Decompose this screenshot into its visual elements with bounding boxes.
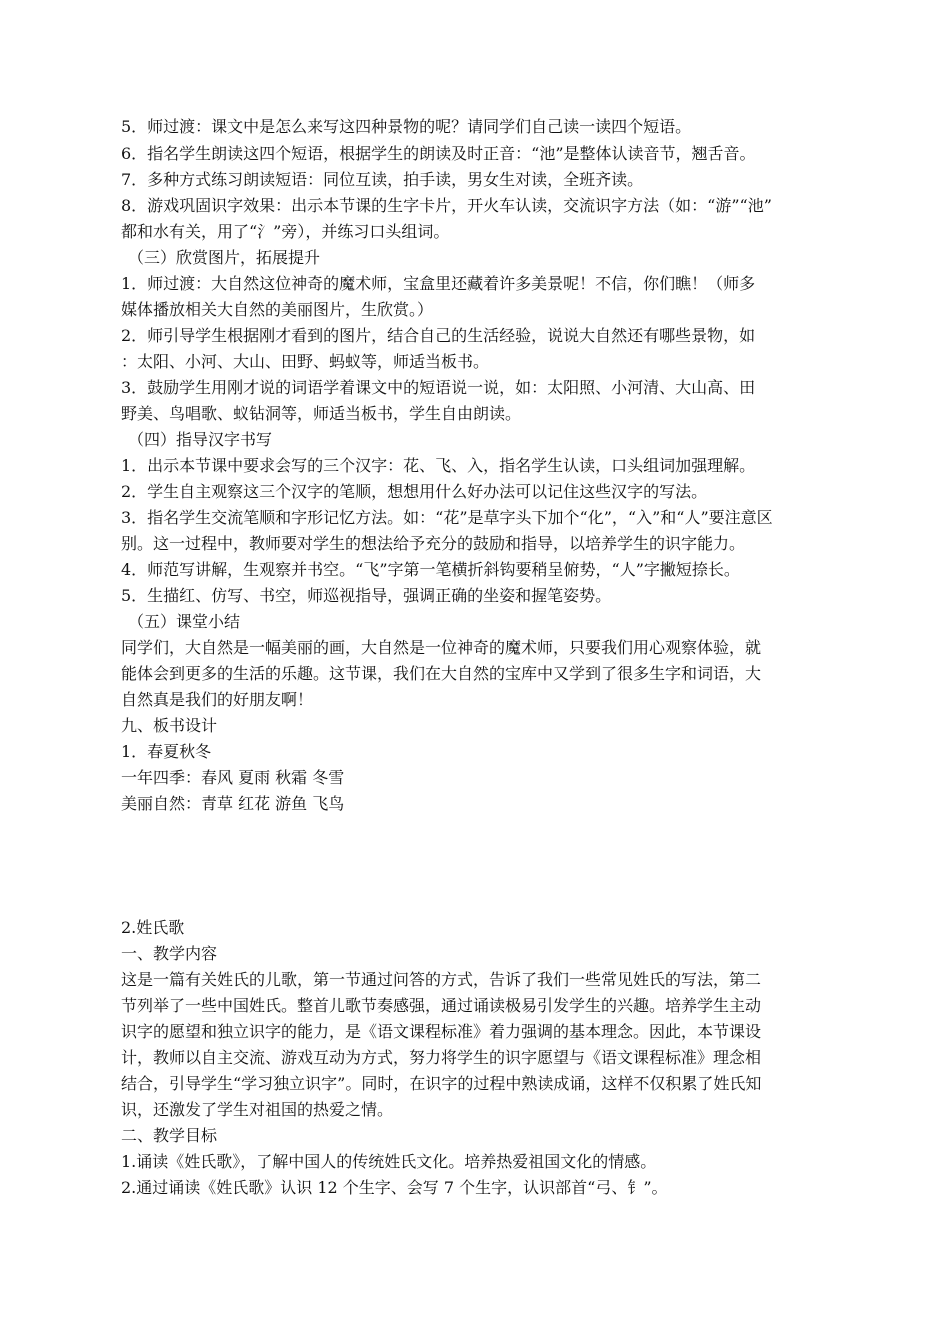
section-heading: 九、板书设计 [121, 716, 218, 735]
text-line: 3．鼓励学生用刚才说的词语学着课文中的短语说一说，如：太阳照、小河清、大山高、田 [121, 378, 756, 397]
text-line: 识字的愿望和独立识字的能力，是《语文课程标准》着力强调的基本理念。因此，本节课设 [121, 1022, 762, 1041]
text-line: 1．春夏秋冬 [121, 742, 212, 761]
text-line: 都和水有关，用了“氵”旁），并练习口头组词。 [121, 222, 450, 241]
text-line: 1.诵读《姓氏歌》，了解中国人的传统姓氏文化。培养热爱祖国文化的情感。 [121, 1152, 657, 1171]
text-line: 同学们，大自然是一幅美丽的画，大自然是一位神奇的魔术师，只要我们用心观察体验，就 [121, 638, 762, 657]
section-heading: （四）指导汉字书写 [128, 430, 273, 449]
text-line: 别。这一过程中，教师要对学生的想法给予充分的鼓励和指导，以培养学生的识字能力。 [121, 534, 746, 553]
text-line: 一年四季：春风 夏雨 秋霜 冬雪 [121, 768, 345, 787]
section-heading: （五）课堂小结 [128, 612, 241, 631]
text-line: 5．生描红、仿写、书空，师巡视指导，强调正确的坐姿和握笔姿势。 [121, 586, 612, 605]
text-line: 2.通过诵读《姓氏歌》认识 12 个生字、会写 7 个生字，认识部首“弓、钅”。 [121, 1178, 668, 1197]
text-line: 2．学生自主观察这三个汉字的笔顺，想想用什么好办法可以记住这些汉字的写法。 [121, 482, 708, 501]
text-line: 5．师过渡：课文中是怎么来写这四种景物的呢？请同学们自己读一读四个短语。 [121, 117, 692, 136]
text-line: 结合，引导学生“学习独立识字”。同时，在识字的过程中熟读成诵，这样不仅积累了姓氏知 [121, 1074, 762, 1093]
text-line: 4．师范写讲解，生观察并书空。“飞”字第一笔横折斜钩要稍呈俯势，“人”字撇短捺长。 [121, 560, 740, 579]
text-line: 识，还激发了学生对祖国的热爱之情。 [121, 1100, 394, 1119]
text-line: 1．师过渡：大自然这位神奇的魔术师，宝盒里还藏着许多美景呢！不信，你们瞧！（师多 [121, 274, 756, 293]
text-line: ：太阳、小河、大山、田野、蚂蚁等，师适当板书。 [121, 352, 490, 371]
text-line: 8．游戏巩固识字效果：出示本节课的生字卡片，开火车认读，交流识字方法（如：“游”“池” [121, 196, 772, 215]
text-line: 1．出示本节课中要求会写的三个汉字：花、飞、入，指名学生认读，口头组词加强理解。 [121, 456, 756, 475]
text-line: 3．指名学生交流笔顺和字形记忆方法。如：“花”是草字头下加个“化”，“入”和“人”要注意区 [121, 508, 773, 527]
text-line: 这是一篇有关姓氏的儿歌，第一节通过问答的方式，告诉了我们一些常见姓氏的写法，第二 [121, 970, 762, 989]
text-line: 计，教师以自主交流、游戏互动为方式，努力将学生的识字愿望与《语文课程标准》理念相 [121, 1048, 762, 1067]
text-line: 7．多种方式练习朗读短语：同位互读，拍手读，男女生对读，全班齐读。 [121, 170, 644, 189]
lesson-title: 2.姓氏歌 [121, 918, 185, 937]
text-line: 2．师引导学生根据刚才看到的图片，结合自己的生活经验，说说大自然还有哪些景物，如 [121, 326, 756, 345]
section-heading: 一、教学内容 [121, 944, 218, 963]
text-line: 节列举了一些中国姓氏。整首儿歌节奏感强，通过诵读极易引发学生的兴趣。培养学生主动 [121, 996, 762, 1015]
text-line: 美丽自然：青草 红花 游鱼 飞鸟 [121, 794, 345, 813]
text-line: 自然真是我们的好朋友啊！ [121, 690, 314, 709]
section-heading: （三）欣赏图片，拓展提升 [128, 248, 321, 267]
text-line: 6．指名学生朗读这四个短语，根据学生的朗读及时正音：“池”是整体认读音节，翘舌音。 [121, 144, 756, 163]
text-line: 野美、鸟唱歌、蚁钻洞等，师适当板书，学生自由朗读。 [121, 404, 522, 423]
text-line: 媒体播放相关大自然的美丽图片，生欣赏。） [121, 300, 434, 319]
section-heading: 二、教学目标 [121, 1126, 218, 1145]
text-line: 能体会到更多的生活的乐趣。这节课，我们在大自然的宝库中又学到了很多生字和词语，大 [121, 664, 762, 683]
